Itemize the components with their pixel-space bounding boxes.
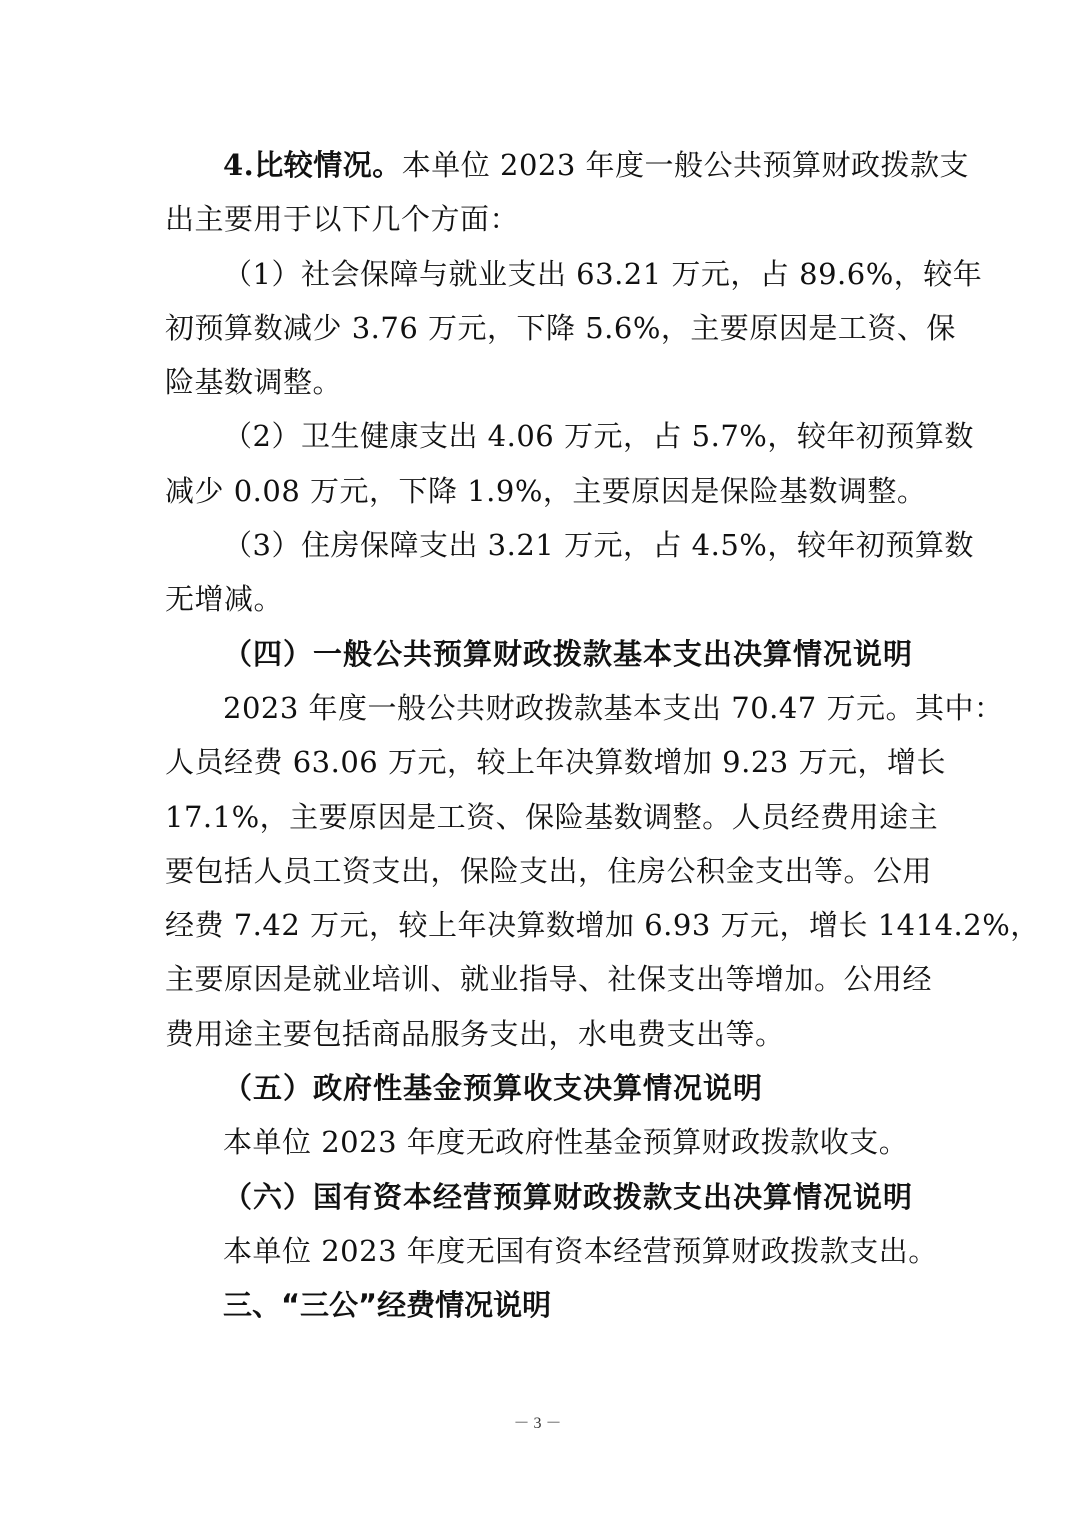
page-number: － 3 － [513,1415,562,1432]
document-page [165,138,1040,1333]
part4-line-1: 2023 年度一般公共财政拨款基本支出 70.47 万元。其中： [223,690,1004,725]
part5-text: 本单位 2023 年度无政府性基金预算财政拨款收支。 [223,1125,909,1160]
part4-line-4: 要包括人员工资支出，保险支出，住房公积金支出等。公用 [165,853,933,888]
part5-title: （五）政府性基金预算收支决算情况说明 [223,1071,764,1106]
part4-title: （四）一般公共预算财政拨款基本支出决算情况说明 [223,636,914,671]
part4-line-3: 17.1%，主要原因是工资、保险基数调整。人员经费用途主 [165,799,939,834]
item1-line-2: 初预算数减少 3.76 万元，下降 5.6%，主要原因是工资、保 [165,310,956,345]
comparison-intro-text: 本单位 2023 年度一般公共预算财政拨款支 [401,148,970,182]
comparison-intro-line-2: 出主要用于以下几个方面： [165,202,520,237]
part4-line-5: 经费 7.42 万元，较上年决算数增加 6.93 万元，增长 1414.2%， [165,908,1040,943]
part6-title: （六）国有资本经营预算财政拨款支出决算情况说明 [223,1179,914,1214]
item2-line-2: 减少 0.08 万元，下降 1.9%，主要原因是保险基数调整。 [165,473,927,508]
part4-line-7: 费用途主要包括商品服务支出，水电费支出等。 [165,1016,785,1051]
section3-title: 三、“三公”经费情况说明 [223,1288,552,1323]
comparison-intro-line-1 [165,138,970,192]
part4-line-6: 主要原因是就业培训、就业指导、社保支出等增加。公用经 [165,962,933,997]
item1-line-1: （1）社会保障与就业支出 63.21 万元，占 89.6%，较年 [223,256,983,291]
item3-line-1: （3）住房保障支出 3.21 万元，占 4.5%，较年初预算数 [223,528,974,563]
item3-line-2: 无增减。 [165,582,284,617]
part4-line-2: 人员经费 63.06 万元，较上年决算数增加 9.23 万元，增长 [165,745,946,780]
item2-line-1: （2）卫生健康支出 4.06 万元，占 5.7%，较年初预算数 [223,419,974,454]
part6-text: 本单位 2023 年度无国有资本经营预算财政拨款支出。 [223,1233,938,1268]
comparison-heading: 4.比较情况。 [223,148,402,182]
item1-line-3: 险基数调整。 [165,365,343,400]
